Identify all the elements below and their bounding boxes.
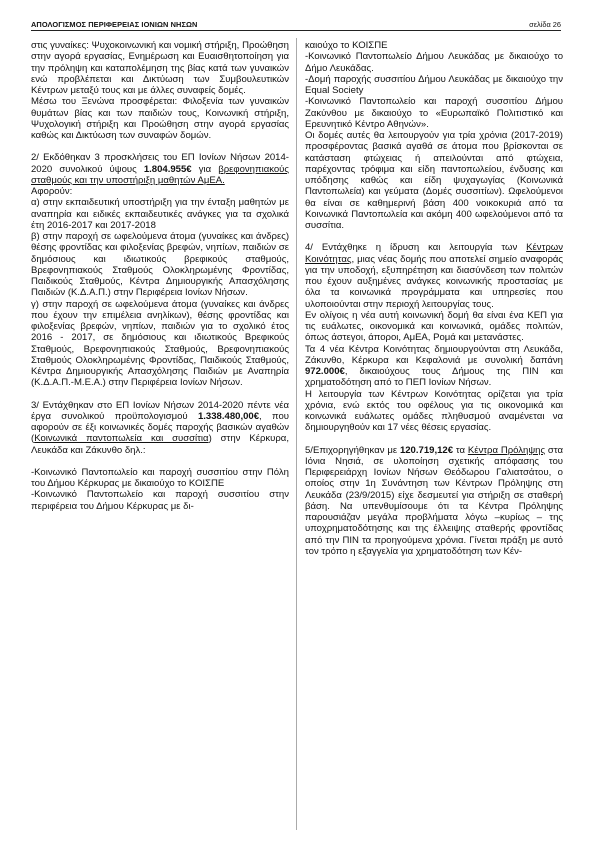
column-divider [296, 38, 297, 830]
left-column [31, 40, 289, 512]
page-header [31, 20, 561, 34]
amount: 1.338.480,00€ [197, 410, 260, 422]
paragraph: καιούχο το ΚΟΙΣΠΕ [305, 40, 388, 51]
paragraph: Μέσω του Ξενώνα προσφέρεται: Φιλοξενία των γυναικών θυμάτων βίας και των παιδιών τους, Κοινωνική στήριξη, Ψυχολογική στήριξη και Προώθηση στην αγορά εργασίας καθώς και Δικτύωση των συναφών δομών. [31, 96, 289, 141]
header-rule [31, 30, 561, 31]
amount: 1.804.955€ [143, 163, 192, 175]
list-item: -Κοινωνικό Παντοπωλείο Δήμου Λευκάδας με δικαιούχο το Δήμο Λευκάδας. [305, 51, 563, 74]
paragraph: 3/ Εντάχθηκαν στο ΕΠ Ιονίων Νήσων 2014-2020 πέντε νέα έργα συνολικού προϋπολογισμού 1.338.480,00€, που αφορούν σε έξι κοινωνικές δομές παροχής βασικών αγαθών (Κοινωνικά παντοπωλεία και συσσίτια) στην Κέρκυρα, Λευκάδα και Ζάκυνθο δηλ.: [31, 399, 289, 456]
paragraph: Τα 4 νέα Κέντρα Κοινότητας δημιουργούνται στη Λευκάδα, Ζάκυνθο, Κέρκυρα και Κεφαλονιά με συνολική δαπάνη 972.000€, δικαιούχους τους Δήμους της ΠΙΝ και χρηματοδότηση από το ΠΕΠ Ιονίων Νήσων. [305, 343, 563, 389]
paragraph: 5/Επιχορηγήθηκαν με 120.719,12€ τα Κέντρα Πρόληψης στα Ιόνια Νησιά, σε υλοποίηση σχετικής απόφασης του Περιφερειάρχη Ιονίων Νήσων Θεόδωρου Γαλιατσάτου, ο οποίος στην 1η Συνάντηση των Κέντρων Πρόληψης στη Λευκάδα (23/9/2015) είχε δεσμευτεί για στήριξη σε σταθερή βάση. Να υπενθυμίσουμε ότι τα Κέντρα Πρόληψης παρουσιάζαν μεγάλα προβλήματα λόγω –κυρίως – της υποχρηματοδότησης και της έλλειψης σταθερής φροντίδας από την ΠΙΝ τα προηγούμενα χρόνια. Γίνεται πράξη με αυτό τον τρόπο η εξαγγελία για χρηματοδότηση των Κέν- [305, 444, 563, 557]
list-item: -Κοινωνικό Παντοπωλείο και παροχή συσσιτίου στην Πόλη του Δήμου Κέρκυρας με δικαιούχο το ΚΟΙΣΠΕ [31, 466, 289, 489]
paragraph: Η λειτουργία των Κέντρων Κοινότητας ορίζεται για τρία χρόνια, ενώ εκτός του οφέλους για τις οικονομικά και κοινωνικά ευάλωτες ομάδες πληθυσμού αναμένεται να δημιουργηθούν και 17 νέες θέσεις εργασίας. [305, 388, 563, 434]
underlined-topic: Κέντρων Κοινότητας [305, 242, 563, 265]
paragraph: Εν ολίγοις η νέα αυτή κοινωνική δομή θα είναι ένα ΚΕΠ για τις ευάλωτες, οικονομικά και κοινωνικά, ομάδες πολιτών, όπως άστεγοι, άποροι, ΑμΕΑ, Ρομά και μετανάστες. [305, 309, 563, 344]
right-column [305, 40, 563, 557]
paragraph: 2/ Εκδόθηκαν 3 προσκλήσεις του ΕΠ Ιονίων Νήσων 2014-2020 συνολικού ύψους 1.804.955€ για βρεφονηπιακούς σταθμούς και την υποστήριξη μαθητών ΑμΕΑ. [31, 152, 289, 186]
underlined-topic: Κέντρα Πρόληψης [467, 444, 546, 456]
page-number: σελίδα 26 [529, 20, 561, 29]
paragraph: Οι δομές αυτές θα λειτουργούν για τρία χρόνια (2017-2019) προσφέροντας βασικά αγαθά σε άτομα που βρίσκονται σε κατάσταση φτώχειας ή απειλούνται από φτώχεια, παρέχοντας τρόφιμα και είδη παντοπωλείου, ένδυσης και υπόδησης καθώς και είδη ψυχαγωγίας (Κοινωνικά Παντοπωλεία) και γεύματα (Δομές συσσιτίων). Ωφελούμενοι θα είναι σε καθημερινή βάση 400 νοικοκυριά από τα Κοινωνικά Παντοπωλεία και ακόμη 400 ωφελούμενοι από τα συσσίτια. [305, 130, 563, 231]
paragraph: στις γυναίκες: Ψυχοκοινωνική και νομική στήριξη, Προώθηση στην αγορά εργασίας, Ενημέρωση και Ευαισθητοποίηση για την πρόληψη και καταπολέμηση της βίας κατά των γυναικών ενώ προβλέπεται και Δικτύωση των Συμβουλευτικών Κέντρων μεταξύ τους και με άλλες συναφείς δομές. [31, 40, 289, 96]
list-item: γ) στην παροχή σε ωφελούμενα άτομα (γυναίκες και άνδρες που έχουν την επιμέλεια ανηλίκων), θέσης φροντίδας και φιλοξενίας βρεφών, νηπίων, παιδιών για το σχολικό έτος 2016 - 2017, σε δημόσιους και ιδιωτικούς Βρεφικούς Σταθμούς, Βρεφονηπιακούς Σταθμούς, Βρεφονηπιακούς Σταθμούς Ολοκληρωμένης Φροντίδας, Παιδικούς Σταθμούς, Κέντρα Δημιουργικής Απασχόλησης Παιδιών με Αναπηρία (Κ.Δ.Α.Π.-Μ.Ε.Α.) στην Περιφέρεια Ιονίων Νήσων. [31, 298, 289, 389]
paragraph: 4/ Εντάχθηκε η ίδρυση και λειτουργία των Κέντρων Κοινότητας, μιας νέας δομής που αποτελεί σημείο αναφοράς για την υποδοχή, εξυπηρέτηση και διασύνδεση των πολιτών που έχουν αυξημένες ανάγκες κοινωνικής προστασίας με όλα τα κοινωνικά προγράμματα και υπηρεσίες που υλοποιούνται στην περιοχή λειτουργίας τους. [305, 242, 563, 310]
list-item: -Δομή παροχής συσσιτίου Δήμου Λευκάδας με δικαιούχο την Equal Society [305, 73, 563, 96]
underlined-topic: βρεφονηπιακούς σταθμούς και την υποστήριξη μαθητών ΑμΕΑ. [31, 163, 289, 186]
amount: 972.000€ [305, 366, 345, 377]
list-item: -Κοινωνικό Παντοπωλείο και παροχή συσσιτίου στην περιφέρεια του Δήμου Κέρκυρας με δι- [31, 489, 289, 512]
paragraph: Αφορούν: [31, 186, 73, 197]
amount: 120.719,12€ [399, 444, 454, 456]
underlined-topic: Κοινωνικά παντοπωλεία και συσσίτια [34, 433, 209, 445]
list-item: β) στην παροχή σε ωφελούμενα άτομα (γυναίκες και άνδρες) θέσης φροντίδας και φιλοξενίας βρεφών, νηπίων, παιδιών σε δημόσιους και ιδιωτικούς βρεφικούς σταθμούς, Βρεφονηπιακούς Σταθμούς Ολοκληρωμένης Φροντίδας, Παιδικούς Σταθμούς, Κέντρα Δημιουργικής Απασχόλησης Παιδιών (Κ.Δ.Α.Π.) στην Περιφέρεια Ιονίων Νήσων. [31, 231, 289, 299]
document-title: ΑΠΟΛΟΓΙΣΜΟΣ ΠΕΡΙΦΕΡΕΙΑΣ ΙΟΝΙΩΝ ΝΗΣΩΝ [31, 20, 198, 29]
list-item: -Κοινωνικό Παντοπωλείο και παροχή συσσιτίου Δήμου Ζακύνθου με δικαιούχο το «Ευρωπαϊκό Πολιτιστικό και Ερευνητικό Κέντρο Αθηνών». [305, 96, 563, 130]
list-item: α) στην εκπαιδευτική υποστήριξη για την ένταξη μαθητών με αναπηρία και ειδικές εκπαιδευτικές ανάγκες για τα σχολικά έτη 2016-2017 και 2017-2018 [31, 197, 289, 231]
